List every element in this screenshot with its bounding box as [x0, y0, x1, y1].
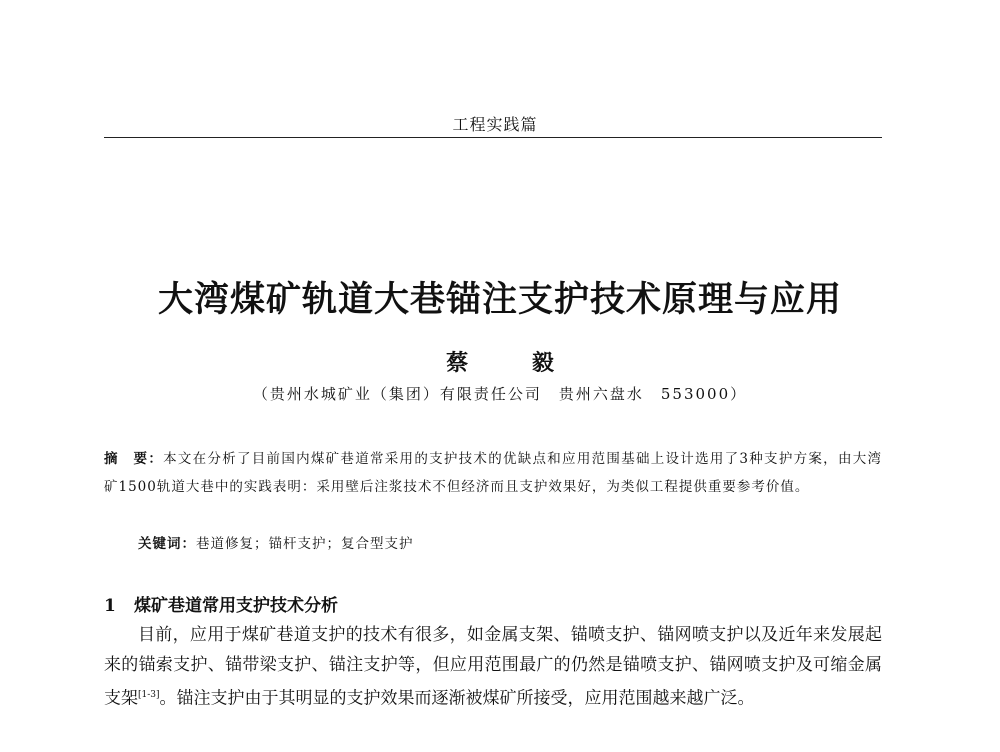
- section-heading: [104, 591, 804, 616]
- section-number: 1: [104, 596, 116, 616]
- author-name: 蔡 毅: [446, 350, 582, 376]
- keywords-label: 关键词：: [138, 536, 196, 552]
- abstract-label: 摘 要：: [104, 451, 164, 467]
- author-affiliation: （贵州水城矿业（集团）有限责任公司 贵州六盘水 553000）: [252, 385, 748, 403]
- abstract-text: 本文在分析了目前国内煤矿巷道常采用的支护技术的优缺点和应用范围基础上设计选用了3种支护方案，由大湾矿1500轨道大巷中的实践表明：采用壁后注浆技术不但经济而且支护效果好，为类似工程提供重要参考价值。: [104, 451, 882, 495]
- body-paragraph: [104, 620, 882, 714]
- keywords: [138, 532, 878, 552]
- keywords-text: 巷道修复；锚杆支护；复合型支护: [196, 536, 414, 552]
- paragraph-text-part1: 目前，应用于煤矿巷道支护的技术有很多，如金属支架、锚喷支护、锚网喷支护以及近年来发展起来的锚索支护、锚带梁支护、锚注支护等，但应用范围最广的仍然是锚喷支护、锚网喷支护及可缩金属支架: [104, 625, 882, 709]
- paper-title: 大湾煤矿轨道大巷锚注支护技术原理与应用: [157, 280, 842, 320]
- running-header: 工程实践篇: [452, 115, 538, 134]
- citation-marker: [1-3]: [138, 690, 160, 700]
- paragraph-text-part2: 。锚注支护由于其明显的支护效果而逐渐被煤矿所接受，应用范围越来越广泛。: [159, 688, 755, 709]
- section-title: 煤矿巷道常用支护技术分析: [134, 596, 338, 616]
- abstract: [104, 445, 882, 501]
- header-divider: [104, 137, 882, 138]
